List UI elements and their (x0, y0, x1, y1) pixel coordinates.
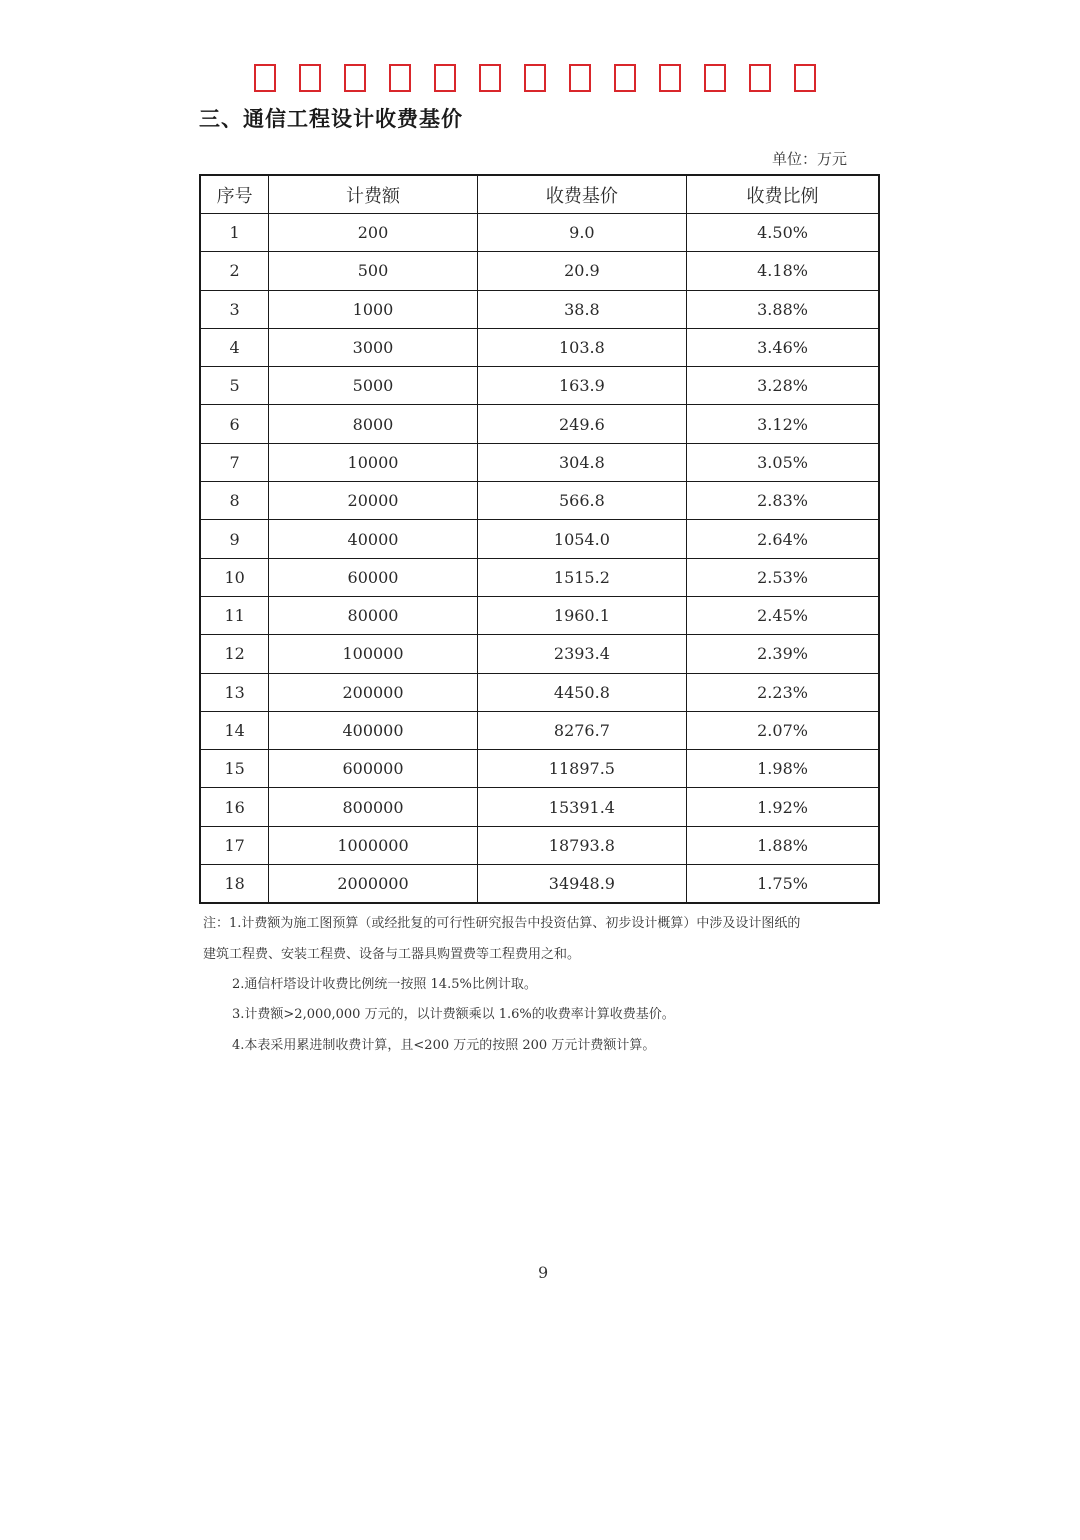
cell-base-price: 1054.0 (477, 520, 686, 558)
stamp-box (704, 64, 726, 92)
cell-fee-ratio: 4.50% (687, 214, 879, 252)
table-header-row (200, 175, 879, 214)
cell-base-price: 1960.1 (477, 596, 686, 634)
cell-index: 8 (200, 482, 269, 520)
cell-fee-ratio: 3.05% (687, 443, 879, 481)
stamp-box (749, 64, 771, 92)
cell-index: 18 (200, 865, 269, 904)
table-row (200, 252, 879, 290)
stamp-box (569, 64, 591, 92)
cell-index: 11 (200, 596, 269, 634)
cell-fee-base: 3000 (269, 328, 477, 366)
table-row (200, 750, 879, 788)
section-heading: 三、通信工程设计收费基价 (199, 107, 463, 131)
table-row (200, 596, 879, 634)
cell-fee-base: 2000000 (269, 865, 477, 904)
cell-index: 14 (200, 711, 269, 749)
table-row (200, 482, 879, 520)
cell-fee-ratio: 1.98% (687, 750, 879, 788)
cell-index: 10 (200, 558, 269, 596)
cell-base-price: 34948.9 (477, 865, 686, 904)
cell-fee-ratio: 2.39% (687, 635, 879, 673)
cell-index: 12 (200, 635, 269, 673)
cell-base-price: 163.9 (477, 367, 686, 405)
cell-index: 5 (200, 367, 269, 405)
stamp-box (299, 64, 321, 92)
cell-index: 1 (200, 214, 269, 252)
cell-base-price: 15391.4 (477, 788, 686, 826)
note-line-1: 注：1.计费额为施工图预算（或经批复的可行性研究报告中投资估算、初步设计概算）中涉及设计图纸的 (203, 916, 801, 931)
table-row (200, 865, 879, 904)
cell-fee-base: 1000 (269, 290, 477, 328)
cell-fee-base: 10000 (269, 443, 477, 481)
cell-base-price: 249.6 (477, 405, 686, 443)
cell-fee-ratio: 2.64% (687, 520, 879, 558)
cell-fee-base: 5000 (269, 367, 477, 405)
table-row (200, 328, 879, 366)
cell-base-price: 18793.8 (477, 826, 686, 864)
red-stamp-boxes (254, 64, 824, 96)
cell-base-price: 11897.5 (477, 750, 686, 788)
table-row (200, 290, 879, 328)
cell-base-price: 38.8 (477, 290, 686, 328)
cell-fee-base: 100000 (269, 635, 477, 673)
cell-base-price: 304.8 (477, 443, 686, 481)
header-index: 序号 (200, 175, 269, 214)
cell-fee-base: 1000000 (269, 826, 477, 864)
cell-index: 2 (200, 252, 269, 290)
cell-fee-base: 20000 (269, 482, 477, 520)
cell-fee-base: 8000 (269, 405, 477, 443)
stamp-box (479, 64, 501, 92)
cell-fee-ratio: 4.18% (687, 252, 879, 290)
cell-index: 17 (200, 826, 269, 864)
note-line-4: 3.计费额>2,000,000 万元的，以计费额乘以 1.6%的收费率计算收费基价。 (232, 1007, 675, 1022)
cell-base-price: 8276.7 (477, 711, 686, 749)
cell-fee-ratio: 2.23% (687, 673, 879, 711)
cell-base-price: 103.8 (477, 328, 686, 366)
cell-fee-ratio: 1.92% (687, 788, 879, 826)
unit-label: 单位：万元 (772, 150, 848, 168)
cell-fee-base: 200 (269, 214, 477, 252)
cell-index: 13 (200, 673, 269, 711)
stamp-box (254, 64, 276, 92)
stamp-box (614, 64, 636, 92)
table-row (200, 520, 879, 558)
header-fee-base: 计费额 (269, 175, 477, 214)
cell-fee-ratio: 2.83% (687, 482, 879, 520)
header-fee-ratio: 收费比例 (687, 175, 879, 214)
cell-fee-base: 200000 (269, 673, 477, 711)
fee-table (199, 174, 880, 904)
cell-base-price: 20.9 (477, 252, 686, 290)
table-body (200, 214, 879, 904)
cell-fee-ratio: 2.53% (687, 558, 879, 596)
stamp-box (389, 64, 411, 92)
table-row (200, 443, 879, 481)
cell-fee-ratio: 2.07% (687, 711, 879, 749)
cell-base-price: 2393.4 (477, 635, 686, 673)
header-base-price: 收费基价 (477, 175, 686, 214)
cell-index: 4 (200, 328, 269, 366)
stamp-box (524, 64, 546, 92)
cell-fee-base: 600000 (269, 750, 477, 788)
cell-base-price: 9.0 (477, 214, 686, 252)
cell-base-price: 566.8 (477, 482, 686, 520)
table-row (200, 405, 879, 443)
cell-fee-base: 40000 (269, 520, 477, 558)
table-row (200, 826, 879, 864)
cell-fee-ratio: 3.88% (687, 290, 879, 328)
table-row (200, 711, 879, 749)
cell-fee-ratio: 1.88% (687, 826, 879, 864)
cell-base-price: 1515.2 (477, 558, 686, 596)
note-line-2: 建筑工程费、安装工程费、设备与工器具购置费等工程费用之和。 (203, 947, 581, 962)
cell-fee-base: 500 (269, 252, 477, 290)
stamp-box (344, 64, 366, 92)
table-row (200, 367, 879, 405)
cell-fee-ratio: 3.28% (687, 367, 879, 405)
stamp-box (659, 64, 681, 92)
cell-index: 15 (200, 750, 269, 788)
cell-fee-ratio: 3.12% (687, 405, 879, 443)
cell-fee-ratio: 3.46% (687, 328, 879, 366)
cell-fee-ratio: 1.75% (687, 865, 879, 904)
cell-index: 7 (200, 443, 269, 481)
table-row (200, 558, 879, 596)
note-line-5: 4.本表采用累进制收费计算，且<200 万元的按照 200 万元计费额计算。 (232, 1038, 656, 1053)
stamp-box (794, 64, 816, 92)
cell-index: 9 (200, 520, 269, 558)
cell-fee-base: 800000 (269, 788, 477, 826)
table-row (200, 673, 879, 711)
cell-fee-ratio: 2.45% (687, 596, 879, 634)
cell-fee-base: 400000 (269, 711, 477, 749)
cell-index: 6 (200, 405, 269, 443)
cell-base-price: 4450.8 (477, 673, 686, 711)
cell-fee-base: 80000 (269, 596, 477, 634)
table-row (200, 788, 879, 826)
table-row (200, 214, 879, 252)
note-line-3: 2.通信杆塔设计收费比例统一按照 14.5%比例计取。 (232, 977, 537, 992)
cell-index: 3 (200, 290, 269, 328)
page-number: 9 (538, 1263, 549, 1282)
stamp-box (434, 64, 456, 92)
table-row (200, 635, 879, 673)
cell-fee-base: 60000 (269, 558, 477, 596)
cell-index: 16 (200, 788, 269, 826)
